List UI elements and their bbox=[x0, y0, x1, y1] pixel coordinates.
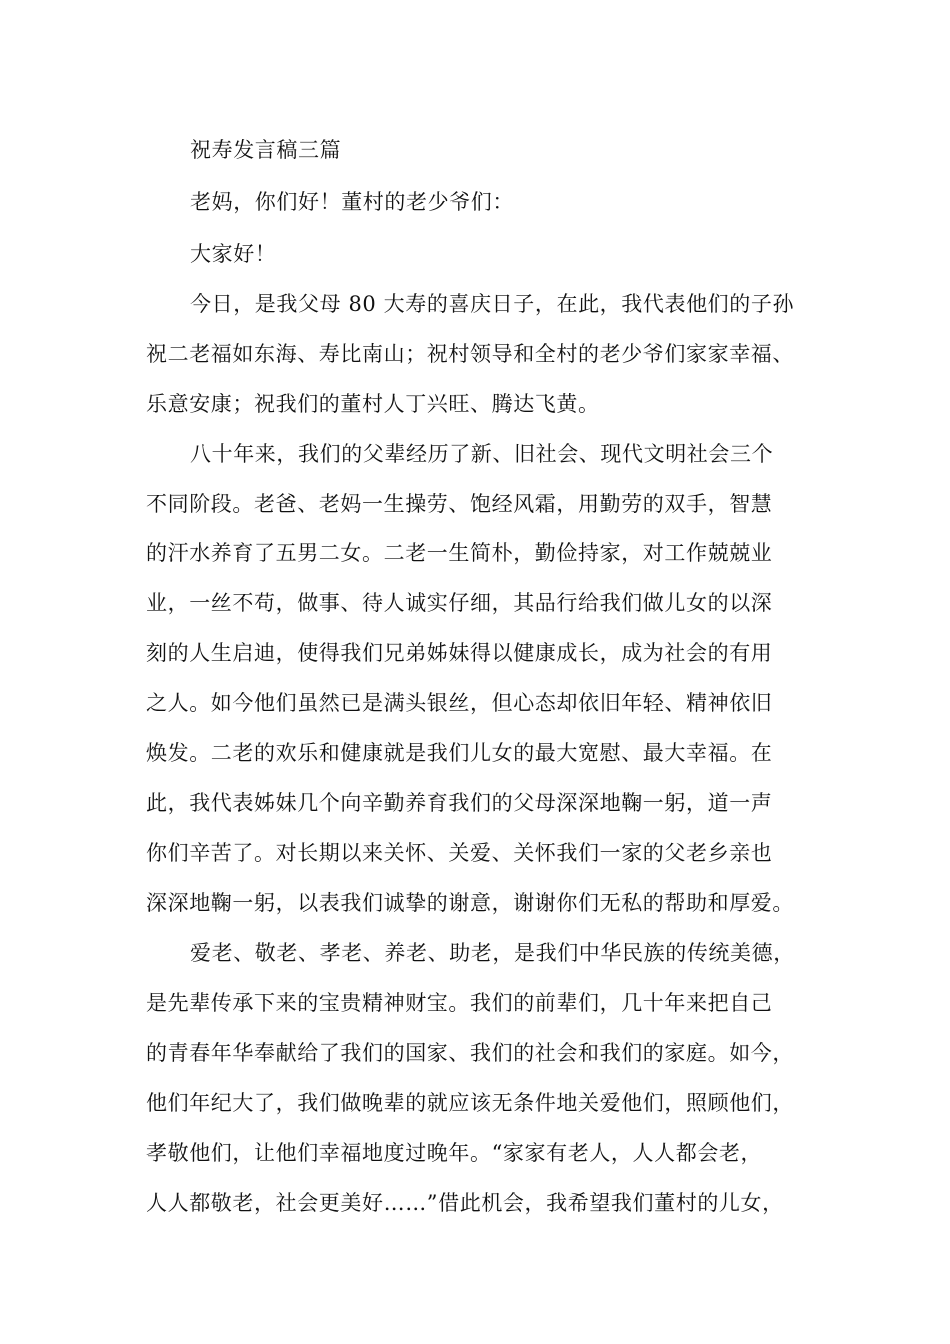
paragraph-2-line-7: 焕发。二老的欢乐和健康就是我们儿女的最大宽慰、最大幸福。在 bbox=[146, 741, 773, 765]
greeting: 大家好！ bbox=[190, 242, 277, 266]
paragraph-3-line-6: 人人都敬老，社会更美好……”借此机会，我希望我们董村的儿女， bbox=[146, 1191, 784, 1215]
paragraph-3-line-4: 他们年纪大了，我们做晚辈的就应该无条件地关爱他们，照顾他们， bbox=[146, 1091, 794, 1115]
paragraph-2-line-9: 你们辛苦了。对长期以来关怀、关爱、关怀我们一家的父老乡亲也 bbox=[146, 841, 773, 865]
paragraph-1-line-2: 祝二老福如东海、寿比南山；祝村领导和全村的老少爷们家家幸福、 bbox=[146, 342, 794, 366]
paragraph-3-line-2: 是先辈传承下来的宝贵精神财宝。我们的前辈们，几十年来把自己 bbox=[146, 991, 773, 1015]
paragraph-2-line-8: 此，我代表姊妹几个向辛勤养育我们的父母深深地鞠一躬，道一声 bbox=[146, 791, 773, 815]
paragraph-2-line-6: 之人。如今他们虽然已是满头银丝，但心态却依旧年轻、精神依旧 bbox=[146, 691, 773, 715]
paragraph-2-line-10: 深深地鞠一躬，以表我们诚挚的谢意，谢谢你们无私的帮助和厚爱。 bbox=[146, 891, 794, 915]
paragraph-2-line-2: 不同阶段。老爸、老妈一生操劳、饱经风霜，用勤劳的双手，智慧 bbox=[146, 492, 773, 516]
document-title: 祝寿发言稿三篇 bbox=[190, 138, 342, 162]
paragraph-3-line-5: 孝敬他们，让他们幸福地度过晚年。“家家有老人，人人都会老， bbox=[146, 1141, 763, 1165]
paragraph-2-line-1: 八十年来，我们的父辈经历了新、旧社会、现代文明社会三个 bbox=[190, 442, 774, 466]
paragraph-2-line-3: 的汗水养育了五男二女。二老一生简朴，勤俭持家，对工作兢兢业 bbox=[146, 541, 773, 565]
paragraph-2-line-5: 刻的人生启迪，使得我们兄弟姊妹得以健康成长，成为社会的有用 bbox=[146, 641, 773, 665]
paragraph-2-line-4: 业，一丝不苟，做事、待人诚实仔细，其品行给我们做儿女的以深 bbox=[146, 591, 773, 615]
salutation: 老妈，你们好！董村的老少爷们： bbox=[190, 190, 514, 214]
paragraph-1-line-3: 乐意安康；祝我们的董村人丁兴旺、腾达飞黄。 bbox=[146, 392, 600, 416]
paragraph-3-line-1: 爱老、敬老、孝老、养老、助老，是我们中华民族的传统美德， bbox=[190, 941, 795, 965]
paragraph-3-line-3: 的青春年华奉献给了我们的国家、我们的社会和我们的家庭。如今， bbox=[146, 1041, 794, 1065]
paragraph-1-line-1: 今日，是我父母 80 大寿的喜庆日子，在此，我代表他们的子孙 bbox=[190, 292, 795, 316]
